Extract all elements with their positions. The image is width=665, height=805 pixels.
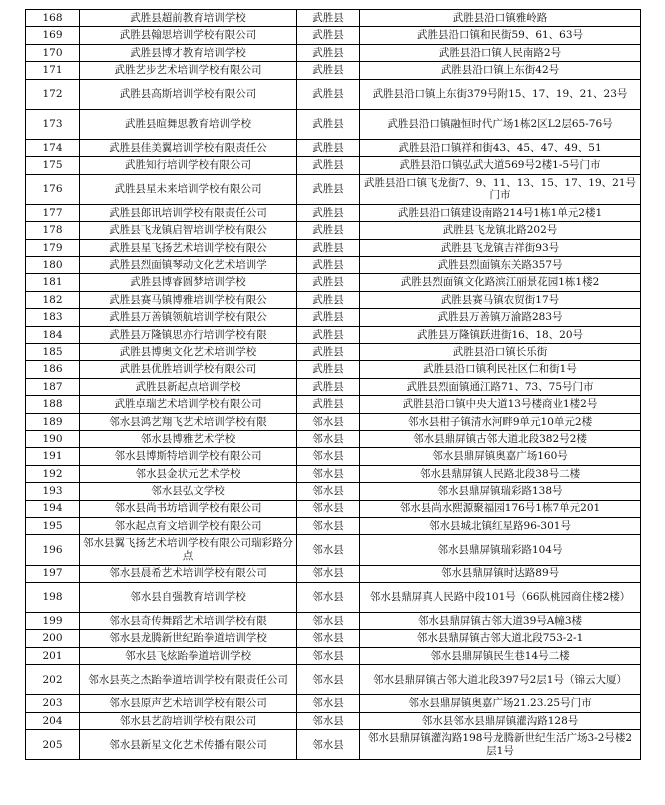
school-address: 武胜县沿口镇上东街379号附15、17、19、21、23号 [360,79,641,109]
school-name: 武胜县博奥文化艺术培训学校 [80,344,297,361]
county-name: 武胜县 [297,204,360,221]
table-row [26,378,641,395]
school-address: 武胜县沿口镇融恒时代广场1栋2区L2层65-76号 [360,109,641,139]
county-name: 武胜县 [297,274,360,291]
table-row [26,565,641,582]
school-name: 邻水县原声艺术培训学校有限公司 [80,695,297,712]
table-row [26,109,641,139]
county-name: 邻水县 [297,665,360,695]
row-number: 191 [26,448,80,465]
school-address: 邻水县鼎屏镇古邻大道39号A幢3楼 [360,613,641,630]
school-address: 邻水县尚水熙源聚福园176号1栋7单元201 [360,500,641,517]
school-name: 武胜知行培训学校有限公司 [80,157,297,174]
row-number: 181 [26,274,80,291]
table-row [26,582,641,612]
row-number: 197 [26,565,80,582]
school-name: 邻水县晨希艺术培训学校有限公司 [80,565,297,582]
school-address: 武胜县飞龙镇北路202号 [360,222,641,239]
county-name: 武胜县 [297,239,360,256]
table-row [26,309,641,326]
school-address: 邻水县鼎屏镇人民路北段38号二楼 [360,465,641,482]
school-name: 武胜县暄舞思教育培训学校 [80,109,297,139]
school-address: 武胜县万隆镇跃进街16、18、20号 [360,326,641,343]
table-row [26,222,641,239]
school-name: 邻水县奇传舞蹈艺术培训学校有限 [80,613,297,630]
county-name: 武胜县 [297,79,360,109]
table-row [26,27,641,44]
school-address: 邻水县鼎屏镇奥嘉广场160号 [360,448,641,465]
county-name: 邻水县 [297,695,360,712]
row-number: 185 [26,344,80,361]
table-row [26,257,641,274]
county-name: 邻水县 [297,448,360,465]
county-name: 武胜县 [297,139,360,156]
school-name: 邻水县英之杰跆拳道培训学校有限责任公司 [80,665,297,695]
row-number: 192 [26,465,80,482]
table-row [26,665,641,695]
school-address: 邻水县鼎屏真人民路中段101号（66队桃园商住楼2楼） [360,582,641,612]
school-name: 邻水县尚书坊培训学校有限公司 [80,500,297,517]
row-number: 180 [26,257,80,274]
table-row [26,517,641,534]
school-name: 武胜县博才教育培训学校 [80,44,297,61]
row-number: 176 [26,174,80,204]
school-name: 邻水县新星文化艺术传播有限公司 [80,730,297,760]
school-name: 武胜县优胜培训学校有限公司 [80,361,297,378]
county-name: 武胜县 [297,326,360,343]
row-number: 205 [26,730,80,760]
row-number: 169 [26,27,80,44]
county-name: 武胜县 [297,10,360,27]
county-name: 邻水县 [297,712,360,729]
table-row [26,647,641,664]
school-name: 邻水县飞炫跆拳道培训学校 [80,647,297,664]
table-row [26,274,641,291]
table-row [26,204,641,221]
school-name: 武胜县飞龙镇启智培训学校有限公 [80,222,297,239]
school-name: 邻水县博雅艺术学校 [80,430,297,447]
school-address: 武胜县飞龙镇吉祥街93号 [360,239,641,256]
school-name: 武胜县翰思培训学校有限公司 [80,27,297,44]
row-number: 183 [26,309,80,326]
table-row [26,712,641,729]
county-name: 邻水县 [297,630,360,647]
school-address: 武胜县沿口镇雅岭路 [360,10,641,27]
county-name: 邻水县 [297,430,360,447]
school-address: 武胜县沿口镇长乐街 [360,344,641,361]
row-number: 203 [26,695,80,712]
school-address: 武胜县沿口镇人民南路2号 [360,44,641,61]
county-name: 武胜县 [297,174,360,204]
county-name: 武胜县 [297,222,360,239]
school-name: 邻水县金状元艺术学校 [80,465,297,482]
school-name: 邻水县鸿艺翔飞艺术培训学校有限 [80,413,297,430]
row-number: 178 [26,222,80,239]
table-row [26,695,641,712]
table-row [26,239,641,256]
county-name: 邻水县 [297,565,360,582]
school-name: 武胜县星飞扬艺术培训学校有限公 [80,239,297,256]
table-row [26,291,641,308]
county-name: 武胜县 [297,291,360,308]
school-name: 武胜县博睿圆梦培训学校 [80,274,297,291]
county-name: 武胜县 [297,309,360,326]
school-address: 邻水县城北镇红星路96-301号 [360,517,641,534]
row-number: 187 [26,378,80,395]
row-number: 182 [26,291,80,308]
school-address: 武胜县烈面镇通江路71、73、75号门市 [360,378,641,395]
school-address: 邻水县鼎屏镇民生巷14号二楼 [360,647,641,664]
school-address: 武胜县沿口镇建设南路214号1栋1单元2楼1 [360,204,641,221]
school-address: 邻水县鼎屏镇瑞彩路104号 [360,535,641,565]
county-name: 武胜县 [297,27,360,44]
table-row [26,44,641,61]
table-row [26,430,641,447]
county-name: 武胜县 [297,257,360,274]
row-number: 194 [26,500,80,517]
school-name: 武胜县星未来培训学校有限公司 [80,174,297,204]
school-address: 邻水县柑子镇清水河畔9单元10单元2楼 [360,413,641,430]
school-name: 武胜县万善镇领航培训学校有限公 [80,309,297,326]
row-number: 184 [26,326,80,343]
row-number: 168 [26,10,80,27]
school-address: 武胜县烈面镇东关路357号 [360,257,641,274]
school-name: 武胜艺步艺术培训学校有限公司 [80,62,297,79]
school-name: 武胜县高斯培训学校有限公司 [80,79,297,109]
table-body [26,10,641,760]
county-name: 武胜县 [297,109,360,139]
county-name: 武胜县 [297,396,360,413]
county-name: 邻水县 [297,582,360,612]
table-row [26,157,641,174]
row-number: 190 [26,430,80,447]
county-name: 武胜县 [297,378,360,395]
table-row [26,344,641,361]
row-number: 174 [26,139,80,156]
school-name: 武胜县烈面镇琴动文化艺术培训学 [80,257,297,274]
county-name: 武胜县 [297,361,360,378]
row-number: 175 [26,157,80,174]
school-address: 武胜县沿口镇上东街42号 [360,62,641,79]
table-row [26,535,641,565]
school-name: 邻水县艺韵培训学校有限公司 [80,712,297,729]
table-row [26,448,641,465]
county-name: 邻水县 [297,730,360,760]
county-name: 邻水县 [297,413,360,430]
school-name: 武胜县万隆镇思亦行培训学校有限 [80,326,297,343]
row-number: 188 [26,396,80,413]
table-row [26,62,641,79]
table-row [26,613,641,630]
row-number: 202 [26,665,80,695]
school-name: 邻水起点育文培训学校有限公司 [80,517,297,534]
county-name: 武胜县 [297,62,360,79]
county-name: 邻水县 [297,500,360,517]
table-row [26,361,641,378]
row-number: 172 [26,79,80,109]
county-name: 邻水县 [297,465,360,482]
school-address: 邻水县鼎屏镇灌沟路198号龙腾新世纪生活广场3-2号楼2层1号 [360,730,641,760]
school-name: 邻水县翼飞扬艺术培训学校有限公司瑞彩路分点 [80,535,297,565]
school-address: 武胜县烈面镇文化路滨江丽景花园1栋1楼2 [360,274,641,291]
table-row [26,326,641,343]
row-number: 195 [26,517,80,534]
row-number: 193 [26,483,80,500]
school-list-table [25,9,641,760]
table-row [26,139,641,156]
table-row [26,630,641,647]
row-number: 196 [26,535,80,565]
school-address: 邻水县鼎屏镇奥嘉广场21.23.25号门市 [360,695,641,712]
school-name: 武胜县赛马镇博雅培训学校有限公 [80,291,297,308]
county-name: 武胜县 [297,344,360,361]
row-number: 201 [26,647,80,664]
school-address: 邻水县鼎屏镇古邻大道北段753-2-1 [360,630,641,647]
school-address: 武胜县赛马镇农贸街17号 [360,291,641,308]
table-row [26,396,641,413]
row-number: 204 [26,712,80,729]
school-address: 武胜县沿口镇中央大道13号楼商业1楼2号 [360,396,641,413]
table-row [26,413,641,430]
row-number: 173 [26,109,80,139]
school-name: 武胜卓瑞艺术培训学校有限公司 [80,396,297,413]
county-name: 武胜县 [297,44,360,61]
row-number: 171 [26,62,80,79]
school-address: 邻水县鼎屏镇古邻大道北段382号2楼 [360,430,641,447]
table-row [26,730,641,760]
school-address: 邻水县鼎屏镇古邻大道北段397号2层1号（锦云大厦） [360,665,641,695]
county-name: 武胜县 [297,157,360,174]
county-name: 邻水县 [297,517,360,534]
school-address: 邻水县鼎屏镇时达路89号 [360,565,641,582]
row-number: 199 [26,613,80,630]
table-row [26,79,641,109]
school-name: 武胜县超前教育培训学校 [80,10,297,27]
county-name: 邻水县 [297,535,360,565]
school-name: 武胜县佳美翼培训学校有限责任公 [80,139,297,156]
row-number: 186 [26,361,80,378]
county-name: 邻水县 [297,483,360,500]
county-name: 邻水县 [297,613,360,630]
row-number: 189 [26,413,80,430]
row-number: 170 [26,44,80,61]
school-address: 武胜县沿口镇和民街59、61、63号 [360,27,641,44]
school-address: 邻水县鼎屏镇瑞彩路138号 [360,483,641,500]
school-name: 武胜县郎讯培训学校有限责任公司 [80,204,297,221]
row-number: 179 [26,239,80,256]
school-name: 邻水县弘文学校 [80,483,297,500]
table-row [26,465,641,482]
table-row [26,483,641,500]
table-row [26,174,641,204]
table-row [26,500,641,517]
school-name: 邻水县自强教育培训学校 [80,582,297,612]
school-address: 武胜县沿口镇祥和街43、45、47、49、51 [360,139,641,156]
table-row [26,10,641,27]
school-address: 武胜县沿口镇飞龙街7、9、11、13、15、17、19、21号门市 [360,174,641,204]
school-name: 武胜县新起点培训学校 [80,378,297,395]
school-address: 武胜县万善镇万渝路283号 [360,309,641,326]
county-name: 邻水县 [297,647,360,664]
row-number: 177 [26,204,80,221]
school-name: 邻水县龙腾新世纪跆拳道培训学校 [80,630,297,647]
row-number: 200 [26,630,80,647]
school-address: 武胜县沿口镇弘武大道569号2楼1-5号门市 [360,157,641,174]
row-number: 198 [26,582,80,612]
school-name: 邻水县博斯特培训学校有限公司 [80,448,297,465]
school-address: 武胜县沿口镇利民社区仁和街1号 [360,361,641,378]
school-address: 邻水县邻水县鼎屏镇灌沟路128号 [360,712,641,729]
